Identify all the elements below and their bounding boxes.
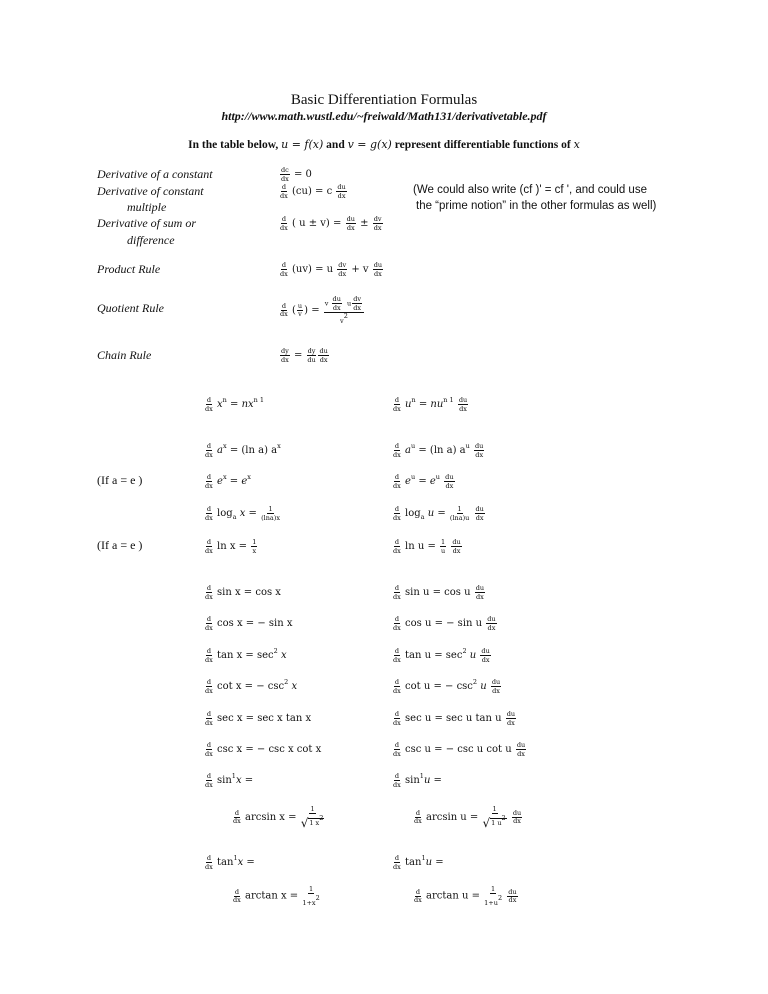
rule-label-product: Product Rule	[97, 262, 161, 276]
formula-log-a-x: $\frac{d}{dx}$ $\log_a x$ = $\frac{1}{(\ln a)x}$	[205, 505, 280, 522]
formula-inv-tan-u: $\frac{d}{dx}$ $\tan^1u$ =	[393, 854, 444, 871]
formula-csc-x: $\frac{d}{dx}$ csc x = − csc x cot x	[205, 741, 322, 758]
formula-exp-e-x: $\frac{d}{dx}$ $e^x = e^x$	[205, 473, 251, 490]
formula-const-multiple: $\frac{d}{dx}$ (cu) = c $\frac{du}{dx}$	[280, 183, 346, 200]
note-line-1: (We could also write (cf )' = cf ', and could use	[413, 184, 647, 196]
formula-power-u: $\frac{d}{dx}$ $u^n = nu^{n 1}$ $\frac{du}{dx}$	[393, 396, 468, 413]
formula-exp-a-x: $\frac{d}{dx}$ $a^x = (\ln$ a) $a^x$	[205, 442, 281, 459]
formula-cot-u: $\frac{d}{dx}$ cot u = − $\csc^2 u$ $\frac{du}{dx}$	[393, 678, 501, 695]
formula-arctan-x: $\frac{d}{dx}$ arctan x = $\frac{1}{1+x2}$	[233, 885, 320, 907]
rule-label-chain: Chain Rule	[97, 348, 152, 362]
rule-label-sum-2: difference	[127, 233, 175, 247]
formula-chain: $\frac{dy}{dx}$ = $\frac{dy}{du}$ $\frac{du}{dx}$	[281, 347, 328, 364]
formula-arcsin-x: $\frac{d}{dx}$ arcsin x = $\frac{1}{√1 x2}$	[233, 805, 324, 830]
rule-label-const-multiple-2: multiple	[127, 200, 167, 214]
formula-ln-u: $\frac{d}{dx}$ ln u = $\frac{1}{u}$ $\frac{du}{dx}$	[393, 538, 461, 555]
formula-product: $\frac{d}{dx}$ (uv) = u $\frac{dv}{dx}$ + v $\frac{du}{dx}$	[280, 261, 383, 278]
formula-power-x: $\frac{d}{dx}$ $x^n = nx^{n 1}$	[205, 396, 265, 413]
rule-label-constant: Derivative of a constant	[97, 167, 213, 181]
formula-arcsin-u: $\frac{d}{dx}$ arcsin u = $\frac{1}{√1 u2}$ $\frac{du}{dx}$	[414, 805, 522, 830]
formula-sum: $\frac{d}{dx}$ ( u ± v) = $\frac{du}{dx}$ ± $\frac{dv}{dx}$	[280, 215, 382, 232]
condition-exp: (If a = e )	[97, 473, 143, 487]
formula-cos-u: $\frac{d}{dx}$ cos u = − sin u $\frac{du}{dx}$	[393, 615, 496, 632]
formula-ln-x: $\frac{d}{dx}$ ln x = $\frac{1}{x}$	[205, 538, 257, 555]
formula-inv-sin-x: $\frac{d}{dx}$ $\sin^1x$ =	[205, 772, 254, 789]
formula-cot-x: $\frac{d}{dx}$ cot x = − $\csc^2 x$	[205, 678, 298, 695]
formula-sec-u: $\frac{d}{dx}$ sec u = sec u tan u $\frac{du}{dx}$	[393, 710, 516, 727]
rule-label-const-multiple-1: Derivative of constant	[97, 184, 204, 198]
formula-exp-e-u: $\frac{d}{dx}$ $e^u = e^u$ $\frac{du}{dx}$	[393, 473, 454, 490]
intro-sentence: In the table below, u = f(x) and v = g(x) represent differentiable functions of x	[188, 138, 580, 151]
formula-arctan-u: $\frac{d}{dx}$ arctan u = $\frac{1}{1+u2}$ $\frac{du}{dx}$	[414, 885, 517, 907]
formula-sec-x: $\frac{d}{dx}$ sec x = sec x tan x	[205, 710, 312, 727]
formula-cos-x: $\frac{d}{dx}$ cos x = − sin x	[205, 615, 293, 632]
page-title: Basic Differentiation Formulas	[290, 92, 478, 108]
formula-exp-a-u: $\frac{d}{dx}$ $a^u = (\ln$ a) $a^u$ $\frac{du}{dx}$	[393, 442, 484, 459]
note-line-2: the “prime notion” in the other formulas as well)	[416, 200, 657, 212]
condition-log: (If a = e )	[97, 538, 143, 552]
formula-inv-sin-u: $\frac{d}{dx}$ $\sin^1u$ =	[393, 772, 442, 789]
formula-csc-u: $\frac{d}{dx}$ csc u = − csc u cot u $\frac{du}{dx}$	[393, 741, 526, 758]
formula-sin-u: $\frac{d}{dx}$ sin u = cos u $\frac{du}{dx}$	[393, 584, 485, 601]
formula-quotient: $\frac{d}{dx}$ ( $\frac{u}{v}$ ) = v $\frac{du}{dx}$ u $\frac{dv}{dx}$ v2	[279, 296, 365, 325]
formula-constant: $\frac{dc}{dx}$ = 0	[280, 166, 312, 183]
formula-log-a-u: $\frac{d}{dx}$ $\log_a u$ = $\frac{1}{(\ln a)u}$ $\frac{du}{dx}$	[393, 505, 484, 522]
formula-tan-x: $\frac{d}{dx}$ $\tan x = \sec^2 x$	[205, 647, 287, 664]
rule-label-sum-1: Derivative of sum or	[97, 216, 196, 230]
rule-label-quotient: Quotient Rule	[97, 301, 164, 315]
formula-sin-x: $\frac{d}{dx}$ sin x = cos x	[205, 584, 281, 601]
formula-inv-tan-x: $\frac{d}{dx}$ $\tan^1x$ =	[205, 854, 255, 871]
formula-tan-u: $\frac{d}{dx}$ $\tan u = \sec^2 u$ $\frac{du}{dx}$	[393, 647, 490, 664]
source-url[interactable]: http://www.math.wustl.edu/~freiwald/Math131/derivativetable.pdf	[221, 109, 547, 123]
